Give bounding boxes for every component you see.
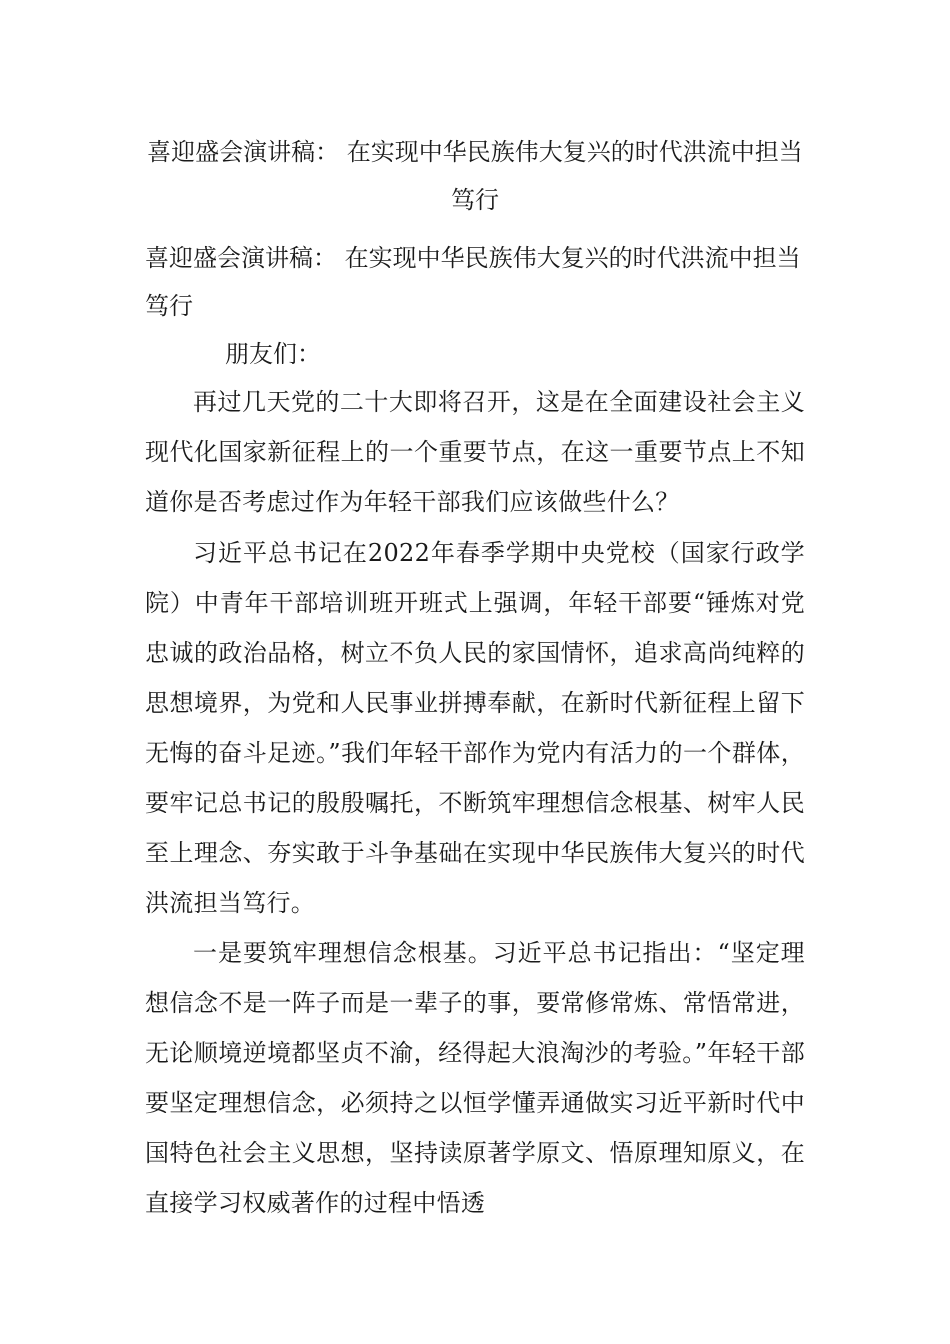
paragraph: 一是要筑牢理想信念根基。习近平总书记指出：“坚定理想信念不是一阵子而是一辈子的事，要常修常炼、常悟常进，无论顺境逆境都坚贞不渝，经得起大浪淘沙的考验。”年轻干部要坚定理想信念，必须持之以恒学懂弄通做实习近平新时代中国特色社会主义思想，坚持读原著学原文、悟原理知原义，在直接学习权威著作的过程中悟透 — [145, 939, 805, 1217]
paragraph: 习近平总书记在2022年春季学期中央党校（国家行政学院）中青年干部培训班开班式上强调，年轻干部要“锤炼对党忠诚的政治品格，树立不负人民的家国情怀，追求高尚纯粹的思想境界，为党和人民事业拼搏奉献，在新时代新征程上留下无悔的奋斗足迹。”我们年轻干部作为党内有活力的一个群体，要牢记总书记的殷殷嘱托，不断筑牢理想信念根基、树牢人民至上理念、夯实敢于斗争基础在实现中华民族伟大复兴的时代洪流担当笃行。 — [145, 539, 805, 917]
greeting: 朋友们： — [225, 340, 321, 368]
document-title: 喜迎盛会演讲稿： 在实现中华民族伟大复兴的时代洪流中担当笃行 — [147, 138, 803, 214]
document-subtitle: 喜迎盛会演讲稿： 在实现中华民族伟大复兴的时代洪流中担当笃行 — [145, 244, 801, 320]
paragraph: 再过几天党的二十大即将召开，这是在全面建设社会主义现代化国家新征程上的一个重要节点，在这一重要节点上不知道你是否考虑过作为年轻干部我们应该做些什么？ — [145, 388, 805, 516]
